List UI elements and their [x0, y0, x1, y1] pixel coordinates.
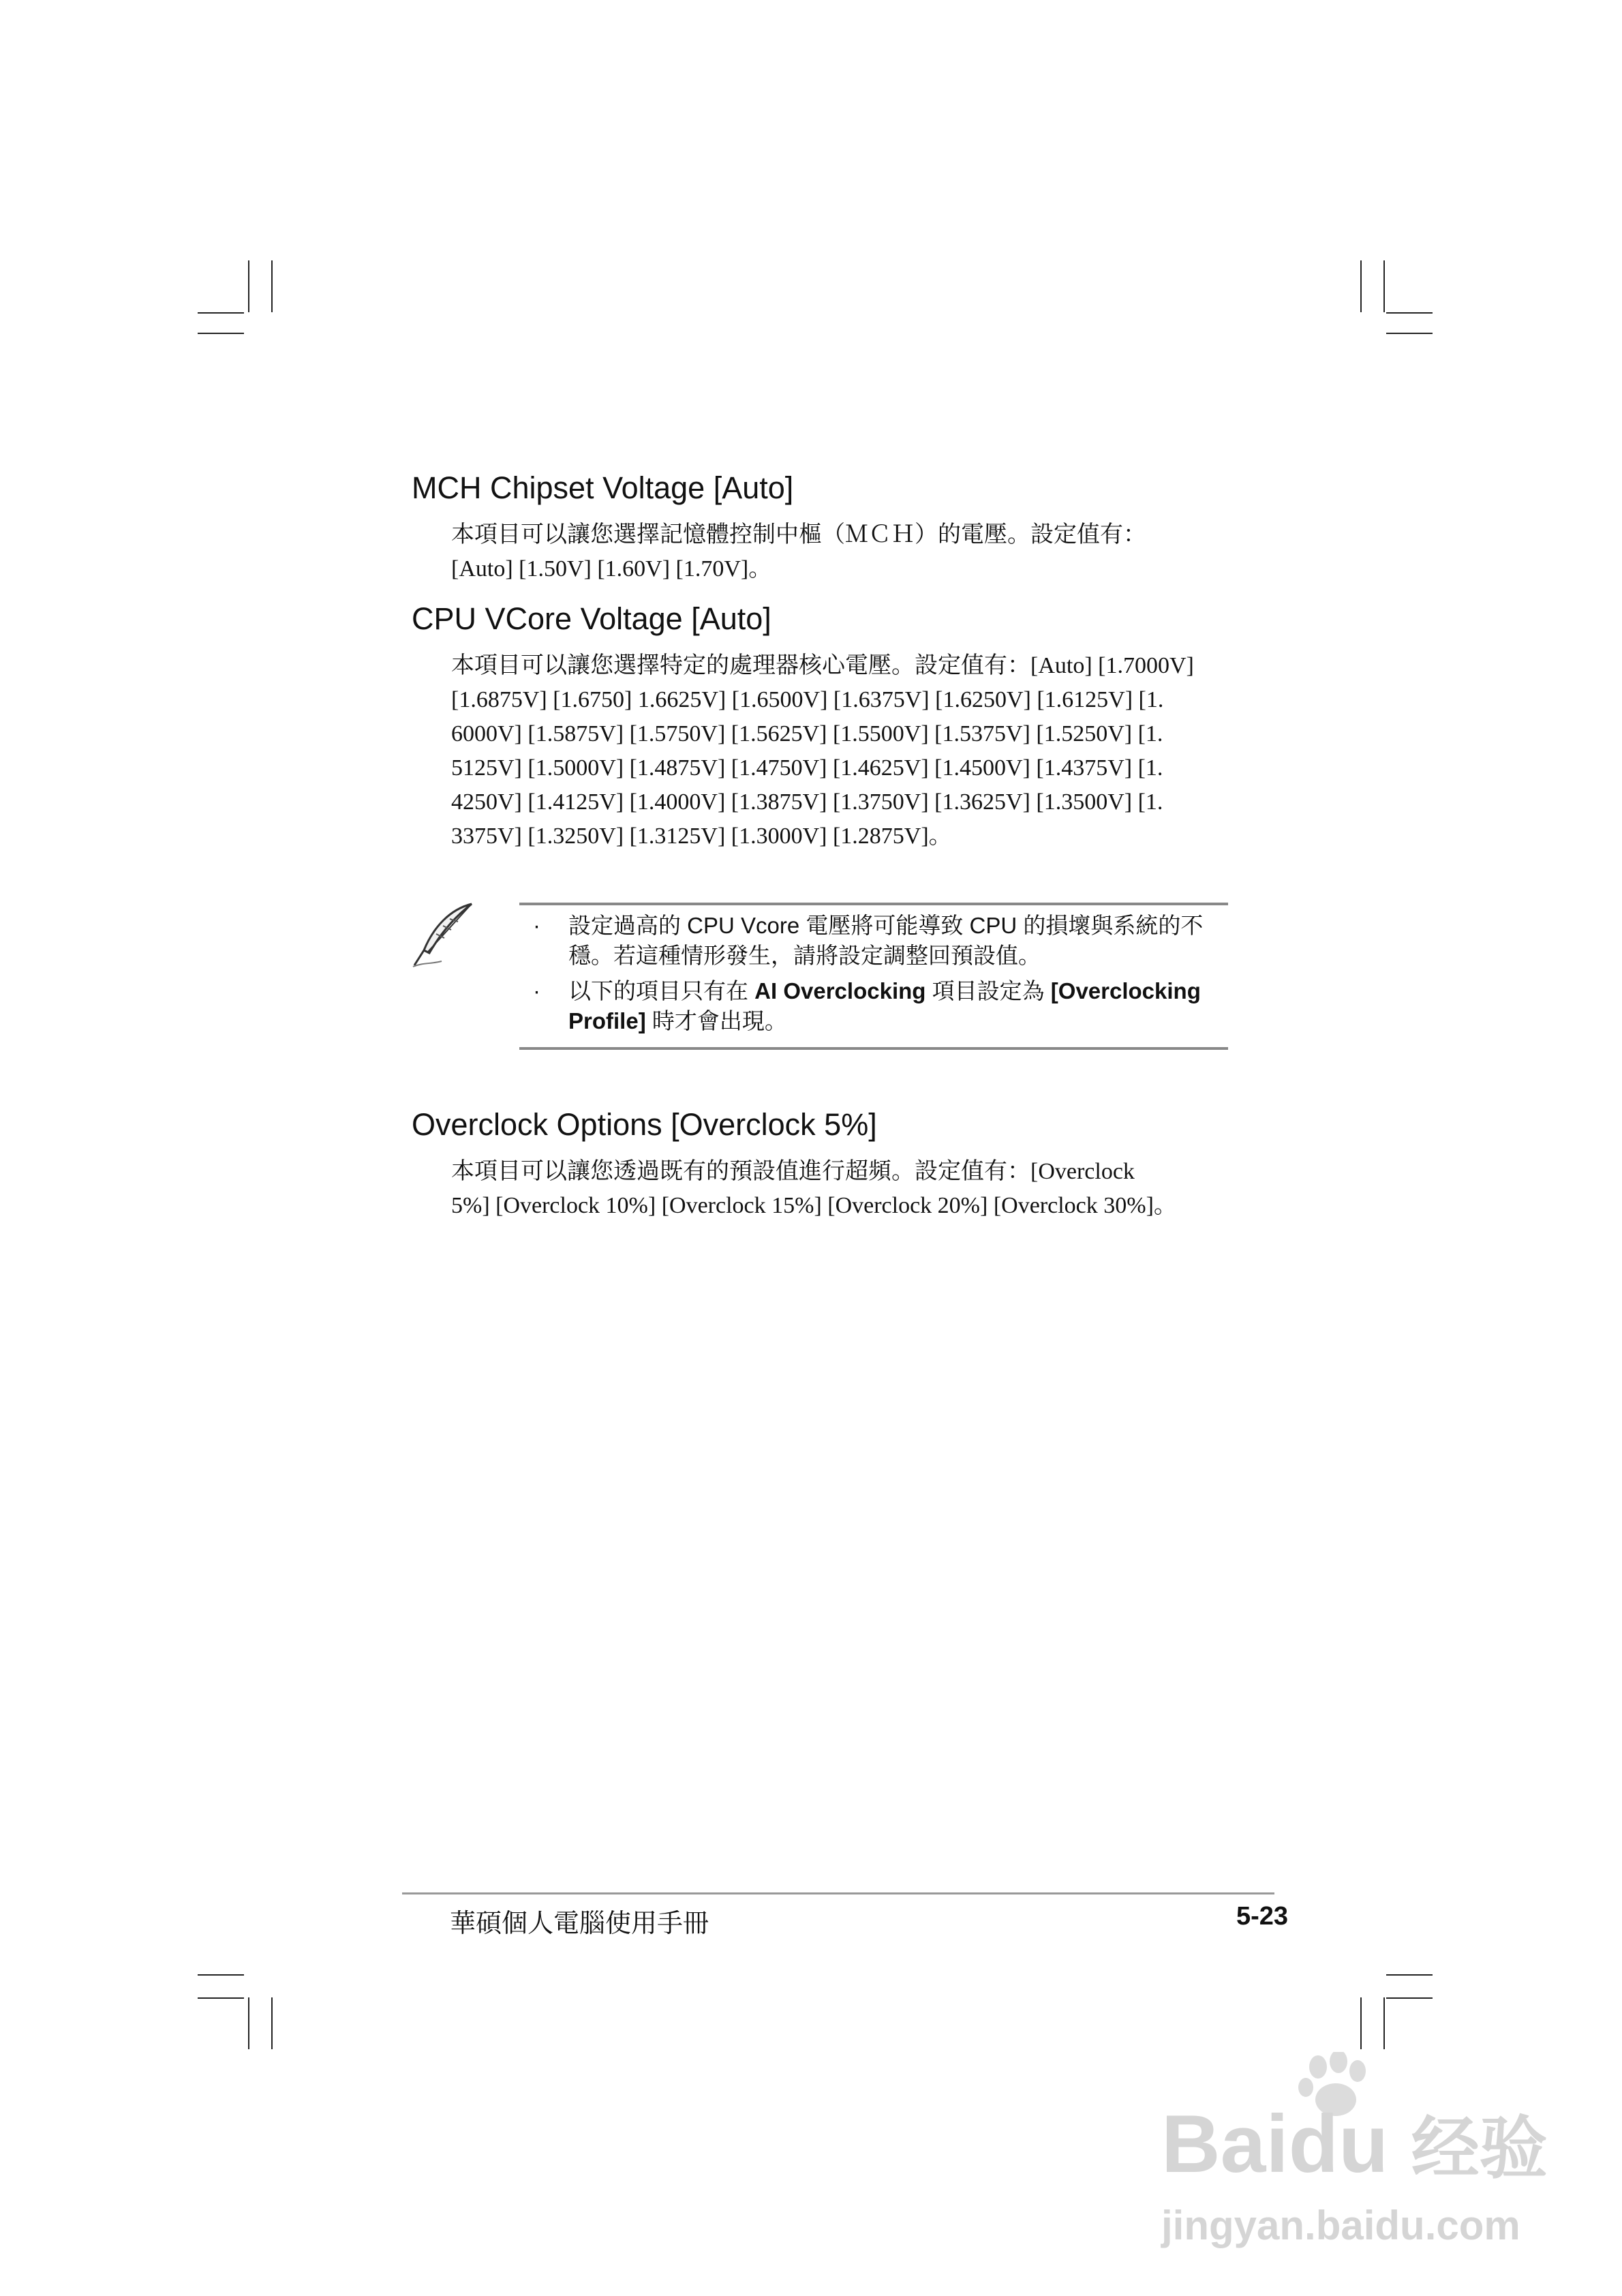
crop-mark — [271, 260, 273, 312]
crop-mark — [1386, 333, 1433, 334]
note-text: 項目設定為 — [925, 978, 1051, 1003]
crop-mark — [1360, 1997, 1362, 2049]
note-bold-text: AI Overclocking — [754, 978, 926, 1003]
note-bold-text: Profile] — [568, 1008, 646, 1033]
section-body-overclock-options — [451, 1155, 1228, 1223]
section-heading-overclock-options: Overclock Options [Overclock 5%] — [412, 1107, 877, 1142]
note-bullet: · — [533, 913, 540, 938]
note-line — [568, 1006, 1228, 1036]
body-line: 5%] [Overclock 10%] [Overclock 15%] [Overclock 20%] [Overclock 30%]。 — [451, 1193, 1177, 1218]
body-line: 本項目可以讓您選擇記憶體控制中樞（ＭＣＨ）的電壓。設定值有： — [451, 522, 1146, 547]
footer-divider — [402, 1892, 1274, 1894]
body-line: [Auto] [1.50V] [1.60V] [1.70V]。 — [451, 556, 772, 581]
note-top-divider — [519, 903, 1228, 905]
note-bullet: · — [533, 978, 540, 1003]
section-body-cpu-vcore — [451, 649, 1228, 854]
watermark-brand — [1161, 2100, 1548, 2193]
crop-mark — [1360, 260, 1362, 312]
section-body-mch-voltage — [451, 518, 1228, 586]
crop-mark — [198, 1997, 244, 1999]
crop-mark — [1386, 312, 1433, 314]
note-text: 時才會出現。 — [645, 1008, 787, 1033]
watermark-brand-cn: 经验 — [1411, 2111, 1548, 2187]
note-line: 設定過高的 CPU Vcore 電壓將可能導致 CPU 的損壞與系統的不 — [568, 913, 1204, 938]
crop-mark — [198, 312, 244, 314]
crop-mark — [198, 1974, 244, 1976]
body-line: 5125V] [1.5000V] [1.4875V] [1.4750V] [1.4625V] [1.4500V] [1.4375V] [1. — [451, 755, 1163, 781]
body-line: [1.6875V] [1.6750] 1.6625V] [1.6500V] [1.6375V] [1.6250V] [1.6125V] [1. — [451, 687, 1164, 712]
body-line: 本項目可以讓您透過既有的預設值進行超頻。設定值有：[Overclock — [451, 1159, 1135, 1184]
crop-mark — [1386, 1997, 1433, 1999]
crop-mark — [1386, 1974, 1433, 1976]
section-heading-mch-voltage: MCH Chipset Voltage [Auto] — [412, 470, 794, 505]
watermark-brand-text: du — [1288, 2098, 1389, 2190]
body-line: 4250V] [1.4125V] [1.4000V] [1.3875V] [1.3750V] [1.3625V] [1.3500V] [1. — [451, 789, 1163, 815]
body-line: 本項目可以讓您選擇特定的處理器核心電壓。設定值有：[Auto] [1.7000V] — [451, 653, 1194, 678]
section-heading-cpu-vcore: CPU VCore Voltage [Auto] — [412, 601, 771, 636]
page-number: 5-23 — [1236, 1902, 1289, 1931]
feather-pen-icon — [409, 900, 477, 968]
body-line: 6000V] [1.5875V] [1.5750V] [1.5625V] [1.5500V] [1.5375V] [1.5250V] [1. — [451, 721, 1163, 746]
note-line: 穩。若這種情形發生，請將設定調整回預設值。 — [568, 943, 1041, 968]
note-bold-text: [Overclocking — [1050, 978, 1201, 1003]
note-bottom-divider — [519, 1047, 1228, 1050]
crop-mark — [271, 1997, 273, 2049]
footer-title: 華碩個人電腦使用手冊 — [450, 1909, 709, 1938]
watermark-url: jingyan.baidu.com — [1161, 2203, 1520, 2248]
note-text: 以下的項目只有在 — [568, 978, 755, 1003]
crop-mark — [248, 1997, 249, 2049]
note-line — [568, 976, 1228, 1006]
crop-mark — [1383, 260, 1385, 312]
crop-mark — [198, 333, 244, 334]
body-line: 3375V] [1.3250V] [1.3125V] [1.3000V] [1.2875V]。 — [451, 824, 952, 849]
crop-mark — [248, 260, 249, 312]
watermark-brand-text: Bai — [1161, 2098, 1289, 2190]
crop-mark — [1383, 1997, 1385, 2049]
